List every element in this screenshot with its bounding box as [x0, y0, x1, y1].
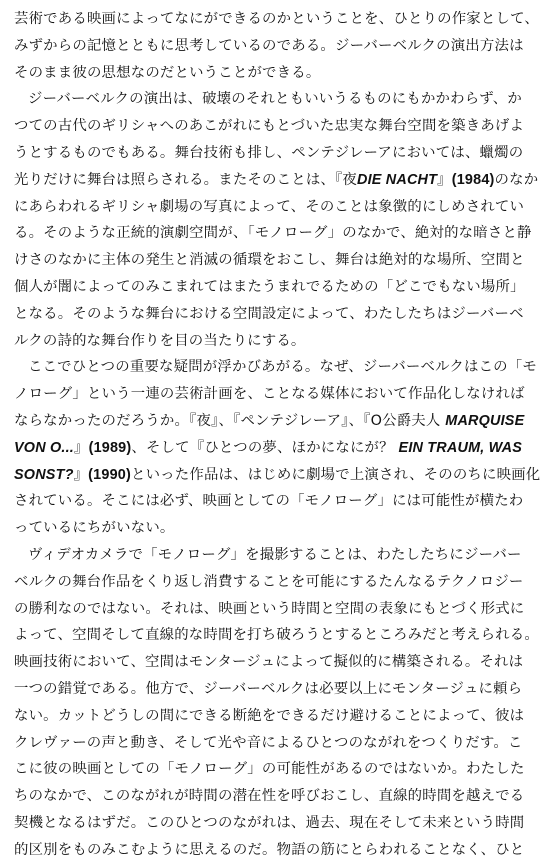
- text-line: [14, 596, 525, 623]
- text-line: [14, 328, 509, 355]
- text-segment: クレヴァーの声と動き、そして光や音によるひとつのながれをつくりだす。こ: [14, 734, 523, 751]
- text-segment: 、そして『ひとつの夢、ほかになにが？: [131, 439, 399, 456]
- text-segment: ならなかったのだろうか。『夜』、『ペンテジレーア』、『O公爵夫人: [14, 412, 446, 429]
- text-line: [14, 783, 525, 810]
- text-segment: 一つの錯覚である。他方で、ジーバーベルクは必要以上にモンタージュに頼ら: [14, 680, 523, 697]
- text-segment: みずからの記憶とともに思考しているのである。ジーバーベルクの演出方法は: [14, 37, 524, 54]
- text-line: [14, 542, 522, 569]
- text-line: [14, 435, 523, 462]
- text-segment: といった作品は、はじめに劇場で上演され、そののちに映画化: [130, 466, 540, 483]
- text-segment: 映画技術において、空間はモンタージュによって擬似的に構築される。それは: [14, 654, 524, 671]
- text-line: [14, 837, 525, 864]
- text-segment: となる。そのような舞台における空間設定によって、わたしたちはジーバーベ: [14, 305, 524, 322]
- text-line: [14, 703, 525, 730]
- text-segment: ジーバーベルクの演出は、破壊のそれともいいうるものにもかかわらず、か: [28, 91, 522, 108]
- text-line: [14, 730, 523, 757]
- text-segment: されている。そこには必ず、映画としての「モノローグ」には可能性が横たわ: [14, 493, 524, 510]
- text-line: [14, 515, 509, 542]
- text-line: [14, 33, 524, 60]
- text-segment: 契機となるはずだ。このひとつのながれは、過去、現在そして未来という時間: [14, 814, 525, 831]
- text-segment: ここでひとつの重要な疑問が浮かびあがる。なぜ、ジーバーベルクはこの「モ: [28, 359, 537, 376]
- text-segment: (1990): [88, 466, 131, 483]
- text-segment: SONST?: [14, 466, 74, 483]
- text-line: [14, 676, 523, 703]
- text-segment: ちのなかで、このながれが時間の潜在性を呼びおこし、直線的時間を越えでる: [14, 788, 525, 805]
- text-segment: ルクの詩的な舞台作りを目の当たりにする。: [14, 332, 306, 349]
- text-line: [14, 381, 525, 408]
- text-segment: よって、空間そして直線的な時間を打ち破ろうとするところみだと考えられる。: [14, 627, 539, 644]
- text-segment: うとするものでもある。舞台技術も排し、ペンテジレーアにおいては、蠟燭の: [14, 144, 524, 161]
- text-segment: 芸術である映画によってなにができるのかということを、ひとりの作家として、: [14, 11, 539, 27]
- text-segment: そのまま彼の思想なのだということができる。: [14, 64, 321, 81]
- text-line: [14, 488, 524, 515]
- text-line: [14, 113, 525, 140]
- text-segment: EIN TRAUM, WAS: [398, 439, 523, 456]
- text-line: [14, 274, 525, 301]
- text-line: [14, 756, 525, 783]
- text-line: [14, 408, 525, 435]
- text-line: [14, 301, 524, 328]
- text-line: [14, 247, 525, 274]
- text-segment: ヴィデオカメラで「モノローグ」を撮影することは、わたしたちにジーバー: [28, 546, 522, 563]
- text-line: [14, 140, 524, 167]
- text-line: [14, 649, 524, 676]
- text-line: [14, 810, 525, 837]
- text-line: [14, 569, 524, 596]
- text-segment: けさのなかに主体の発生と消滅の循環をおこし、舞台は絶対的な場所、空間と: [14, 252, 525, 269]
- text-segment: 的区別をものみこむように思えるのだ。物語の筋にとらわれることなく、ひと: [14, 841, 525, 858]
- text-segment: VON O...: [14, 439, 74, 456]
- text-segment: ノローグ」という一連の芸術計画を、ことなる媒体において作品化しなければ: [14, 386, 525, 403]
- text-line: [14, 622, 539, 649]
- text-line: [14, 354, 537, 381]
- text-line: [14, 6, 539, 33]
- text-segment: 』: [437, 171, 452, 188]
- text-segment: MARQUISE: [445, 412, 525, 429]
- text-segment: のなか: [494, 171, 539, 188]
- text-segment: こに彼の映画としての「モノローグ」の可能性があるのではないか。わたした: [14, 761, 525, 778]
- text-line: [14, 60, 509, 87]
- text-line: [14, 167, 539, 194]
- text-segment: にあらわれるギリシャ劇場の写真によって、そのことは象徴的にしめされてい: [14, 198, 525, 215]
- text-segment: 』: [73, 466, 89, 483]
- text-segment: ない。カットどうしの間にできる断絶をできるだけ避けることによって、彼は: [14, 707, 525, 724]
- text-segment: 』: [73, 439, 89, 456]
- text-segment: DIE NACHT: [356, 171, 438, 188]
- text-segment: っているにちがいない。: [14, 520, 175, 537]
- text-line: [14, 220, 532, 247]
- text-segment: (1984): [451, 171, 495, 188]
- text-segment: (1989): [88, 439, 132, 456]
- text-segment: ベルクの舞台作品をくり返し消費することを可能にするたんなるテクノロジー: [14, 573, 524, 590]
- text-line: [14, 194, 525, 221]
- text-segment: る。そのような正統的演劇空間が、「モノローグ」のなかで、絶対的な暗さと静: [14, 225, 532, 242]
- text-segment: 個人が闇によってのみこまれてはまたうまれでるための「どこでもない場所」: [14, 278, 525, 295]
- text-segment: つての古代のギリシャへのあこがれにもとづいた忠実な舞台空間を築きあげよ: [14, 118, 525, 135]
- text-segment: 光りだけに舞台は照らされる。またそのことは、『夜: [14, 171, 357, 188]
- text-line: [14, 86, 522, 113]
- text-segment: の勝利なのではない。それは、映画という時間と空間の表象にもとづく形式に: [14, 600, 525, 617]
- text-line: [14, 462, 540, 489]
